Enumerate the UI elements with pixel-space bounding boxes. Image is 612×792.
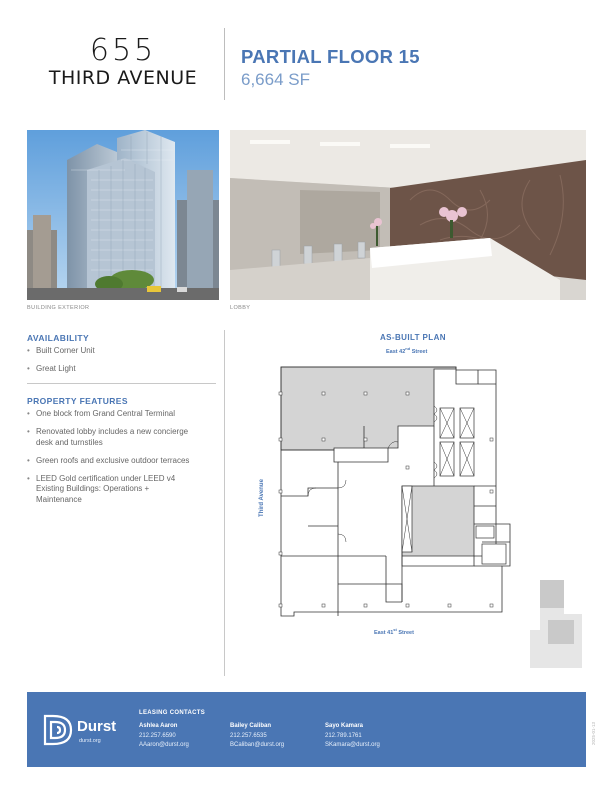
logo-website: durst.org: [79, 738, 101, 744]
contact-email[interactable]: SKamara@durst.org: [325, 742, 380, 748]
leasing-footer: [27, 692, 586, 767]
plan-available-area: [402, 486, 474, 556]
south-street-label: [374, 627, 414, 636]
logo-wordmark: Durst: [77, 718, 117, 735]
column-divider: [224, 330, 225, 676]
north-street-suffix: nd: [405, 346, 411, 351]
floor-plan: [278, 366, 515, 619]
features-heading: PROPERTY FEATURES: [27, 396, 128, 406]
availability-item: • Great Light: [27, 364, 217, 375]
lobby-caption: LOBBY: [230, 305, 251, 311]
contact-email[interactable]: AAaron@durst.org: [139, 742, 189, 748]
building-number: 655: [89, 33, 157, 68]
floor-size: 6,664 SF: [241, 70, 310, 89]
contact-name: Ashlea Aaron: [139, 723, 178, 729]
contact-email[interactable]: BCaliban@durst.org: [230, 742, 285, 748]
contact-card: [139, 722, 189, 751]
header-divider: [224, 28, 225, 100]
north-street-name: East 42: [386, 348, 406, 355]
plan-available-area: [281, 367, 456, 450]
exterior-caption: BUILDING EXTERIOR: [27, 305, 90, 311]
contact-phone[interactable]: 212.789.1761: [325, 732, 362, 739]
availability-heading: AVAILABILITY: [27, 333, 90, 343]
north-street-word: Street: [411, 348, 428, 355]
lobby-photo: [230, 130, 586, 300]
contact-card: [325, 722, 380, 751]
south-street-word: Street: [398, 629, 414, 636]
leasing-contacts-heading: LEASING CONTACTS: [139, 710, 206, 716]
north-street-label: [386, 346, 427, 355]
feature-item: • One block from Grand Central Terminal: [27, 409, 192, 420]
feature-item: • Renovated lobby includes a new concierge desk and turnstiles: [27, 427, 192, 448]
section-divider: [27, 383, 216, 384]
south-street-suffix: st: [393, 627, 397, 632]
avenue-label: Third Avenue: [259, 479, 265, 517]
contact-phone[interactable]: 212.257.6590: [139, 732, 176, 739]
south-street-name: East 41: [374, 629, 394, 636]
contact-phone[interactable]: 212.257.6535: [230, 732, 267, 739]
feature-item: • Green roofs and exclusive outdoor terraces: [27, 456, 192, 467]
contact-name: Bailey Caliban: [230, 723, 272, 729]
floor-title: PARTIAL FLOOR 15: [241, 46, 420, 67]
building-logo: [28, 33, 218, 89]
revision-code: 2025-01-13: [591, 721, 596, 745]
key-plan: [526, 578, 586, 676]
contact-name: Sayo Kamara: [325, 723, 364, 729]
building-exterior-photo: [27, 130, 219, 300]
building-street: THIRD AVENUE: [48, 67, 198, 89]
feature-item: • LEED Gold certification under LEED v4 Existing Buildings: Operations + Maintenance: [27, 474, 192, 506]
availability-list: [27, 346, 217, 382]
features-list: [27, 409, 192, 513]
plan-heading: AS-BUILT PLAN: [380, 333, 446, 342]
availability-item: • Built Corner Unit: [27, 346, 217, 357]
contact-card: [230, 722, 284, 751]
